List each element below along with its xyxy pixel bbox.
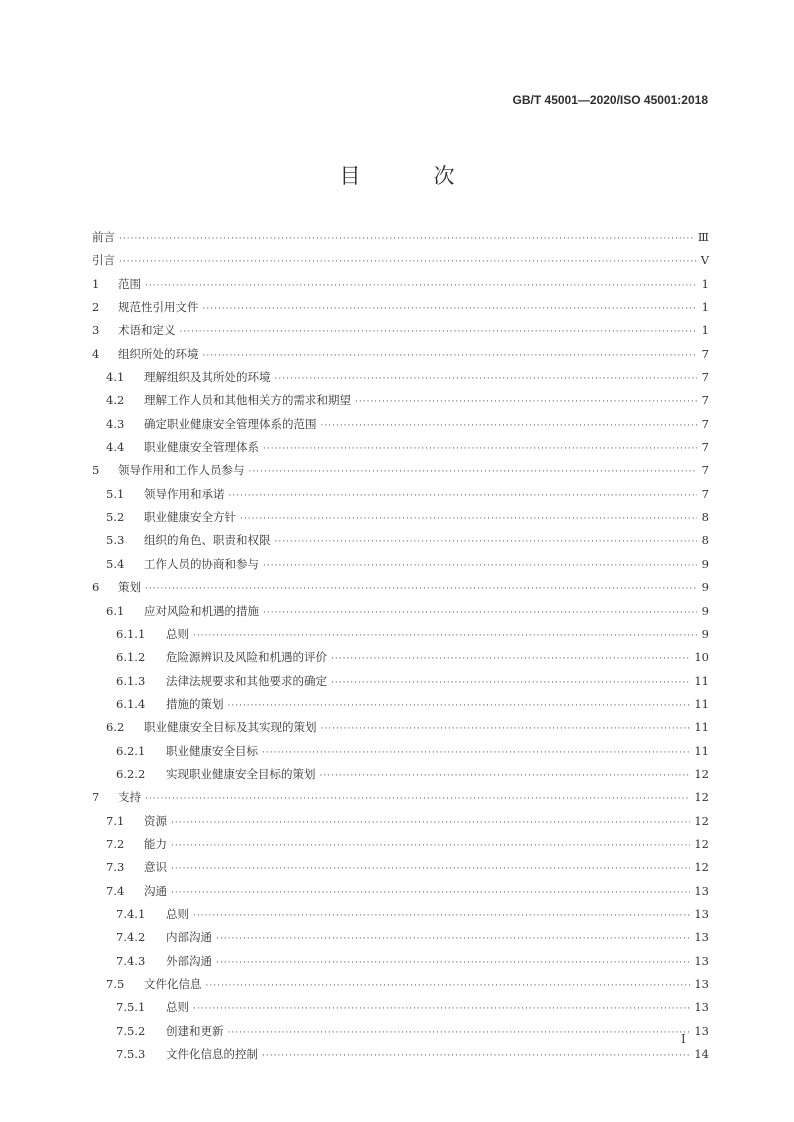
toc-entry-label: 理解组织及其所处的环境 bbox=[144, 370, 271, 385]
toc-entry[interactable] bbox=[92, 483, 709, 506]
toc-entry-label: 文件化信息的控制 bbox=[166, 1047, 258, 1062]
toc-entry-page: 13 bbox=[694, 953, 709, 968]
toc-entry-label: 职业健康安全管理体系 bbox=[144, 440, 259, 455]
toc-entry-page: 13 bbox=[694, 1023, 709, 1038]
toc-entry-label: 实现职业健康安全目标的策划 bbox=[166, 766, 316, 781]
dot-leader bbox=[321, 415, 698, 438]
toc-entry-page: 7 bbox=[701, 393, 709, 408]
toc-entry[interactable] bbox=[92, 716, 709, 739]
toc-entry-page: 9 bbox=[701, 603, 709, 618]
standard-number: GB/T 45001—2020/ISO 45001:2018 bbox=[512, 93, 708, 107]
toc-entry-label: 前言 bbox=[92, 230, 115, 244]
toc-entry-label: 确定职业健康安全管理体系的范围 bbox=[144, 416, 317, 431]
dot-leader bbox=[180, 321, 698, 344]
toc-title: 目 次 bbox=[339, 164, 481, 188]
toc-entry[interactable] bbox=[92, 926, 709, 949]
toc-entry-number: 5.1 bbox=[106, 486, 125, 501]
toc-entry-page: 7 bbox=[701, 346, 709, 361]
toc-entry[interactable] bbox=[92, 296, 709, 319]
dot-leader bbox=[249, 461, 698, 484]
toc-entry-number: 7.1 bbox=[106, 813, 125, 828]
toc-entry-label: 措施的策划 bbox=[166, 696, 224, 711]
toc-entry-number: 7 bbox=[92, 790, 100, 805]
dot-leader bbox=[228, 695, 691, 718]
toc-entry-label: 职业健康安全方针 bbox=[144, 510, 236, 525]
toc-entry-page: 13 bbox=[694, 883, 709, 898]
dot-leader bbox=[216, 928, 690, 951]
dot-leader bbox=[263, 602, 697, 625]
toc-entry-number: 1 bbox=[92, 276, 100, 291]
toc-entry-page: 7 bbox=[701, 416, 709, 431]
toc-entry[interactable] bbox=[92, 553, 709, 576]
toc-entry-number: 7.5 bbox=[106, 977, 125, 991]
toc-entry[interactable] bbox=[92, 973, 709, 996]
toc-entry-label: 范围 bbox=[118, 276, 141, 291]
dot-leader bbox=[320, 765, 691, 788]
toc-entry-page: 12 bbox=[694, 790, 709, 805]
dot-leader bbox=[262, 1045, 690, 1068]
toc-entry-page: 1 bbox=[701, 276, 709, 291]
toc-entry-page: 13 bbox=[694, 1000, 709, 1015]
toc-entry[interactable] bbox=[92, 856, 709, 879]
toc-entry-label: 外部沟通 bbox=[166, 953, 212, 968]
toc-entry-number: 6.1.4 bbox=[116, 696, 146, 711]
dot-leader bbox=[171, 858, 690, 881]
dot-leader bbox=[331, 648, 690, 671]
toc-entry-page: 14 bbox=[694, 1047, 709, 1062]
toc-entry[interactable] bbox=[92, 670, 709, 693]
toc-entry[interactable] bbox=[92, 693, 709, 716]
toc-entry[interactable] bbox=[92, 366, 709, 389]
toc-entry-label: 资源 bbox=[144, 813, 167, 828]
dot-leader bbox=[216, 952, 690, 975]
toc-entry[interactable] bbox=[92, 1020, 709, 1043]
toc-entry-page: Ⅲ bbox=[697, 230, 709, 244]
dot-leader bbox=[275, 531, 698, 554]
toc-entry-page: 12 bbox=[694, 836, 709, 851]
toc-entry-label: 应对风险和机遇的措施 bbox=[144, 603, 259, 618]
toc-entry[interactable] bbox=[92, 646, 709, 669]
toc-entry-label: 法律法规要求和其他要求的确定 bbox=[166, 673, 327, 688]
toc-entry-label: 沟通 bbox=[144, 883, 167, 898]
toc-entry[interactable] bbox=[92, 249, 709, 272]
toc-entry-label: 规范性引用文件 bbox=[118, 300, 199, 315]
toc-entry-label: 危险源辨识及风险和机遇的评价 bbox=[166, 650, 327, 665]
page-number: Ⅰ bbox=[681, 1032, 686, 1046]
dot-leader bbox=[206, 975, 691, 998]
toc-entry-number: 7.5.3 bbox=[116, 1047, 146, 1062]
toc-entry-number: 4.4 bbox=[106, 440, 125, 455]
toc-entry[interactable] bbox=[92, 810, 709, 833]
dot-leader bbox=[262, 742, 690, 765]
toc-entry-number: 6 bbox=[92, 580, 100, 595]
toc-entry[interactable] bbox=[92, 343, 709, 366]
toc-entry-page: 13 bbox=[694, 977, 709, 991]
dot-leader bbox=[321, 718, 691, 741]
toc-entry-number: 7.5.1 bbox=[116, 1000, 146, 1015]
toc-entry-number: 4.1 bbox=[106, 370, 125, 385]
toc-entry-page: 7 bbox=[701, 440, 709, 455]
dot-leader bbox=[331, 672, 690, 695]
toc-entry-number: 7.4.2 bbox=[116, 930, 146, 945]
toc-entry-label: 总则 bbox=[166, 906, 189, 921]
dot-leader bbox=[171, 812, 690, 835]
toc-entry[interactable] bbox=[92, 529, 709, 552]
dot-leader bbox=[171, 835, 690, 858]
toc-entry[interactable] bbox=[92, 436, 709, 459]
toc-entry-number: 7.5.2 bbox=[116, 1023, 146, 1038]
toc-entry-number: 5.2 bbox=[106, 510, 125, 525]
toc-entry-page: 9 bbox=[701, 626, 709, 641]
toc-entry-number: 4.2 bbox=[106, 393, 125, 408]
dot-leader bbox=[119, 228, 694, 251]
toc-entry[interactable] bbox=[92, 576, 709, 599]
dot-leader bbox=[263, 438, 697, 461]
toc-entry[interactable] bbox=[92, 786, 709, 809]
toc-entry-label: 组织所处的环境 bbox=[118, 346, 199, 361]
toc-entry-number: 6.1.2 bbox=[116, 650, 146, 665]
toc-entry-label: 策划 bbox=[118, 580, 141, 595]
dot-leader bbox=[229, 485, 698, 508]
toc-entry-number: 7.4.3 bbox=[116, 953, 146, 968]
dot-leader bbox=[203, 345, 698, 368]
dot-leader bbox=[228, 1022, 691, 1045]
toc-entry-label: 创建和更新 bbox=[166, 1023, 224, 1038]
dot-leader bbox=[145, 788, 690, 811]
toc-entry-number: 7.4 bbox=[106, 883, 125, 898]
toc-entry-label: 职业健康安全目标 bbox=[166, 743, 258, 758]
toc-entry-number: 3 bbox=[92, 323, 100, 338]
toc-entry-page: 13 bbox=[694, 906, 709, 921]
toc-entry-number: 4.3 bbox=[106, 416, 125, 431]
toc-entry[interactable] bbox=[92, 740, 709, 763]
dot-leader bbox=[203, 298, 698, 321]
toc-entry-number: 7.3 bbox=[106, 860, 125, 875]
toc-entry-label: 组织的角色、职责和权限 bbox=[144, 533, 271, 548]
toc-entry[interactable] bbox=[92, 459, 709, 482]
toc-entry-label: 总则 bbox=[166, 626, 189, 641]
toc-entry[interactable] bbox=[92, 1043, 709, 1066]
toc-entry-label: 总则 bbox=[166, 1000, 189, 1015]
toc-entry-page: 9 bbox=[701, 580, 709, 595]
dot-leader bbox=[145, 578, 697, 601]
toc-entry[interactable] bbox=[92, 226, 709, 249]
toc-entry-page: 10 bbox=[694, 650, 709, 665]
dot-leader bbox=[355, 391, 697, 414]
toc-entry-label: 职业健康安全目标及其实现的策划 bbox=[144, 720, 317, 735]
toc-entry-page: 7 bbox=[701, 370, 709, 385]
toc-entry-page: 11 bbox=[694, 743, 709, 758]
dot-leader bbox=[275, 368, 698, 391]
toc-entry-page: 13 bbox=[694, 930, 709, 945]
toc-entry-number: 6.1 bbox=[106, 603, 125, 618]
table-of-contents bbox=[92, 226, 709, 1066]
dot-leader bbox=[119, 251, 697, 274]
toc-entry-page: 7 bbox=[701, 486, 709, 501]
dot-leader bbox=[171, 882, 690, 905]
toc-entry-label: 意识 bbox=[144, 860, 167, 875]
toc-entry-number: 2 bbox=[92, 300, 100, 315]
dot-leader bbox=[263, 555, 697, 578]
toc-entry[interactable] bbox=[92, 950, 709, 973]
toc-entry-page: 1 bbox=[701, 300, 709, 315]
toc-entry-number: 7.2 bbox=[106, 836, 125, 851]
toc-entry-number: 5.3 bbox=[106, 533, 125, 548]
toc-entry-label: 术语和定义 bbox=[118, 323, 176, 338]
toc-entry-label: 文件化信息 bbox=[144, 977, 202, 991]
toc-entry-label: 领导作用和工作人员参与 bbox=[118, 463, 245, 478]
toc-entry-number: 6.1.3 bbox=[116, 673, 146, 688]
toc-entry[interactable] bbox=[92, 763, 709, 786]
dot-leader bbox=[193, 625, 697, 648]
toc-entry-page: 8 bbox=[701, 533, 709, 548]
toc-entry[interactable] bbox=[92, 413, 709, 436]
toc-entry-label: 引言 bbox=[92, 253, 115, 268]
toc-entry-page: Ⅴ bbox=[700, 253, 709, 268]
toc-entry-page: 12 bbox=[694, 860, 709, 875]
toc-entry-number: 5.4 bbox=[106, 556, 125, 571]
toc-entry[interactable] bbox=[92, 319, 709, 342]
toc-entry[interactable] bbox=[92, 389, 709, 412]
toc-entry-number: 7.4.1 bbox=[116, 906, 146, 921]
toc-entry-label: 能力 bbox=[144, 836, 167, 851]
dot-leader bbox=[193, 998, 690, 1021]
toc-entry-page: 11 bbox=[694, 673, 709, 688]
toc-entry[interactable] bbox=[92, 600, 709, 623]
toc-entry-number: 6.2 bbox=[106, 720, 125, 735]
toc-entry-page: 8 bbox=[701, 510, 709, 525]
toc-entry-page: 12 bbox=[694, 813, 709, 828]
toc-entry[interactable] bbox=[92, 880, 709, 903]
toc-entry-number: 6.1.1 bbox=[116, 626, 146, 641]
toc-entry[interactable] bbox=[92, 506, 709, 529]
toc-entry[interactable] bbox=[92, 903, 709, 926]
toc-entry[interactable] bbox=[92, 273, 709, 296]
toc-entry-page: 9 bbox=[701, 556, 709, 571]
toc-entry-page: 11 bbox=[694, 696, 709, 711]
toc-entry-page: 12 bbox=[694, 766, 709, 781]
toc-entry[interactable] bbox=[92, 833, 709, 856]
toc-entry-page: 7 bbox=[701, 463, 709, 478]
dot-leader bbox=[240, 508, 697, 531]
toc-entry[interactable] bbox=[92, 623, 709, 646]
toc-entry-number: 6.2.1 bbox=[116, 743, 146, 758]
toc-entry[interactable] bbox=[92, 996, 709, 1019]
toc-entry-label: 支持 bbox=[118, 790, 141, 805]
toc-entry-number: 6.2.2 bbox=[116, 766, 146, 781]
toc-entry-page: 11 bbox=[694, 720, 709, 735]
toc-entry-label: 领导作用和承诺 bbox=[144, 486, 225, 501]
toc-entry-label: 工作人员的协商和参与 bbox=[144, 556, 259, 571]
toc-entry-label: 内部沟通 bbox=[166, 930, 212, 945]
dot-leader bbox=[193, 905, 690, 928]
toc-entry-number: 5 bbox=[92, 463, 100, 478]
toc-entry-label: 理解工作人员和其他相关方的需求和期望 bbox=[144, 393, 351, 408]
dot-leader bbox=[145, 275, 697, 298]
toc-entry-page: 1 bbox=[701, 323, 709, 338]
toc-entry-number: 4 bbox=[92, 346, 100, 361]
